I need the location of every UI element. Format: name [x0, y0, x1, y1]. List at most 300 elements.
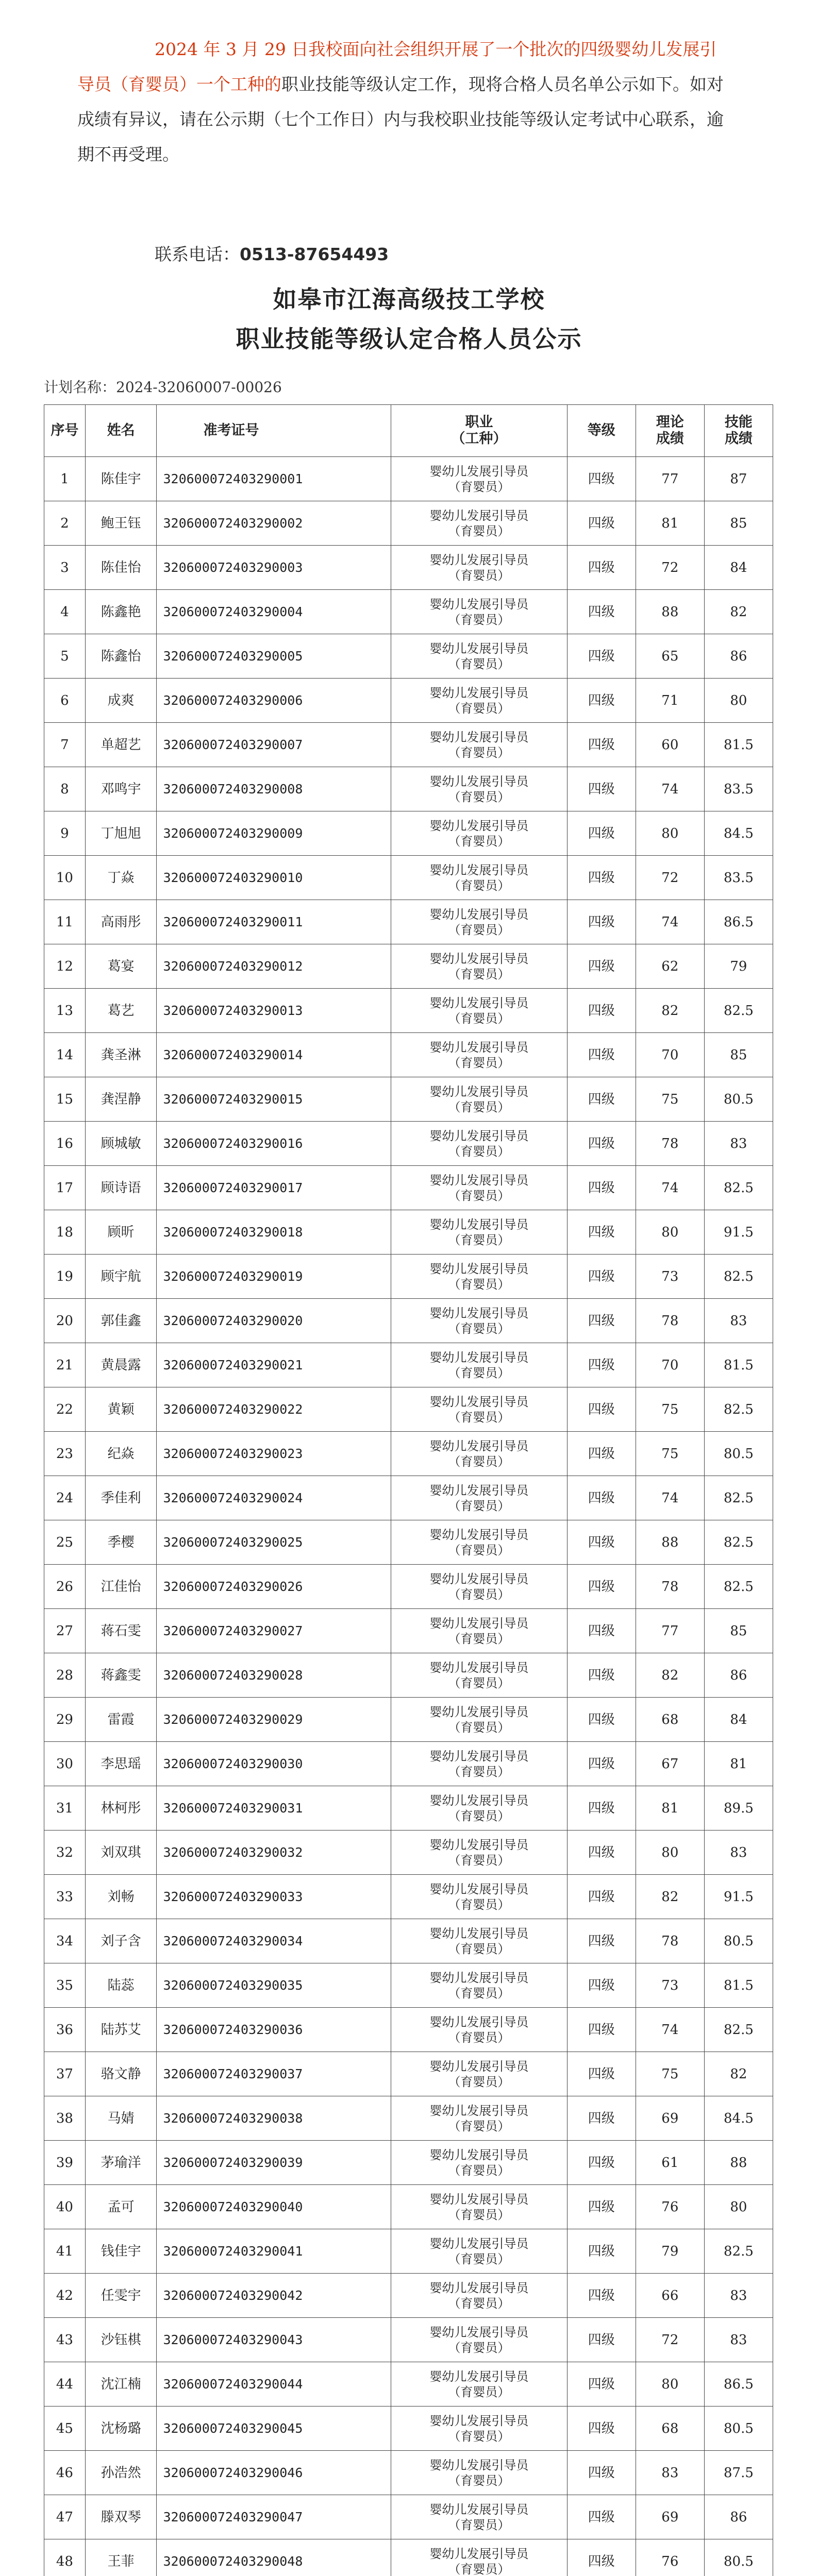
cell-level: 四级 [567, 2185, 636, 2229]
cell-level: 四级 [567, 546, 636, 590]
table-row [44, 2451, 773, 2495]
cell-name: 林柯彤 [85, 1786, 157, 1831]
table-row [44, 856, 773, 900]
cell-level: 四级 [567, 1210, 636, 1255]
cell-skill-score: 84.5 [704, 811, 773, 856]
cell-name: 刘双琪 [85, 1831, 157, 1875]
cell-name: 季佳利 [85, 1476, 157, 1520]
cell-exam-number: 320600072403290021 [157, 1343, 391, 1387]
cell-name: 陈佳宇 [85, 457, 157, 501]
cell-exam-number: 320600072403290019 [157, 1255, 391, 1299]
cell-exam-number: 320600072403290034 [157, 1919, 391, 1963]
cell-exam-number: 320600072403290001 [157, 457, 391, 501]
cell-skill-score: 85 [704, 501, 773, 546]
notice-body: 职业技能等级认定工作，现将合格人员名单公示如下。如对成绩有异议，请在公示期（七个工作日）内与我校职业技能等级认定考试中心联系，逾期不再受理。 [77, 74, 724, 164]
cell-no: 31 [44, 1786, 86, 1831]
table-row [44, 1432, 773, 1476]
cell-exam-number: 320600072403290028 [157, 1653, 391, 1698]
cell-job [391, 546, 567, 590]
cell-job-line2: （育婴员） [448, 1986, 510, 2001]
cell-job-line2: （育婴员） [448, 1454, 510, 1469]
cell-theory-score: 73 [636, 1963, 704, 2008]
cell-no: 32 [44, 1831, 86, 1875]
cell-job-line2: （育婴员） [448, 2074, 510, 2089]
cell-skill-score: 86 [704, 2495, 773, 2539]
cell-level: 四级 [567, 1831, 636, 1875]
cell-job-line1: 婴幼儿发展引导员 [429, 508, 529, 523]
cell-skill-score: 79 [704, 944, 773, 989]
table-row [44, 723, 773, 767]
cell-name: 季樱 [85, 1520, 157, 1565]
header-exam: 准考证号 [157, 405, 391, 457]
cell-level: 四级 [567, 1033, 636, 1077]
table-row [44, 1653, 773, 1698]
cell-theory-score: 80 [636, 1210, 704, 1255]
cell-no: 13 [44, 989, 86, 1033]
table-row [44, 2141, 773, 2185]
cell-job-line2: （育婴员） [448, 1897, 510, 1912]
cell-job [391, 1166, 567, 1210]
school-name: 如皋市江海高级技工学校 [273, 285, 545, 313]
cell-job-line2: （育婴员） [448, 922, 510, 937]
cell-job [391, 989, 567, 1033]
cell-job-line2: （育婴员） [448, 612, 510, 627]
cell-job-line2: （育婴员） [448, 2429, 510, 2444]
cell-no: 48 [44, 2539, 86, 2576]
cell-theory-score: 80 [636, 2362, 704, 2406]
table-row [44, 2318, 773, 2362]
cell-theory-score: 72 [636, 546, 704, 590]
cell-job-line2: （育婴员） [448, 2207, 510, 2222]
cell-exam-number: 320600072403290005 [157, 634, 391, 679]
table-row [44, 2406, 773, 2451]
cell-theory-score: 61 [636, 2141, 704, 2185]
header-no: 序号 [44, 405, 86, 457]
cell-theory-score: 76 [636, 2539, 704, 2576]
cell-no: 16 [44, 1122, 86, 1166]
cell-level: 四级 [567, 2318, 636, 2362]
cell-name: 刘畅 [85, 1875, 157, 1919]
cell-job [391, 501, 567, 546]
cell-skill-score: 84.5 [704, 2096, 773, 2141]
contact-label: 联系电话： [155, 244, 240, 264]
cell-level: 四级 [567, 1387, 636, 1432]
cell-level: 四级 [567, 1609, 636, 1653]
cell-job-line1: 婴幼儿发展引导员 [429, 1173, 529, 1188]
cell-job [391, 1387, 567, 1432]
cell-skill-score: 82 [704, 590, 773, 634]
cell-job-line2: （育婴员） [448, 2030, 510, 2045]
cell-job-line1: 婴幼儿发展引导员 [429, 2236, 529, 2251]
cell-name: 高雨彤 [85, 900, 157, 944]
cell-name: 纪焱 [85, 1432, 157, 1476]
cell-theory-score: 74 [636, 767, 704, 811]
cell-name: 孟可 [85, 2185, 157, 2229]
cell-level: 四级 [567, 2052, 636, 2096]
cell-exam-number: 320600072403290047 [157, 2495, 391, 2539]
cell-theory-score: 81 [636, 1786, 704, 1831]
table-row [44, 2052, 773, 2096]
cell-skill-score: 80 [704, 679, 773, 723]
cell-no: 20 [44, 1299, 86, 1343]
cell-level: 四级 [567, 1122, 636, 1166]
cell-job [391, 2229, 567, 2274]
cell-exam-number: 320600072403290042 [157, 2274, 391, 2318]
cell-job-line1: 婴幼儿发展引导员 [429, 2280, 529, 2295]
header-job-line1: 职业 [465, 414, 493, 430]
cell-no: 26 [44, 1565, 86, 1609]
cell-skill-score: 83 [704, 1831, 773, 1875]
cell-theory-score: 78 [636, 1299, 704, 1343]
cell-job-line1: 婴幼儿发展引导员 [429, 1882, 529, 1896]
table-row [44, 1520, 773, 1565]
cell-theory-score: 88 [636, 1520, 704, 1565]
cell-job-line2: （育婴员） [448, 1587, 510, 1602]
cell-name: 鲍王钰 [85, 501, 157, 546]
cell-skill-score: 88 [704, 2141, 773, 2185]
cell-theory-score: 68 [636, 2406, 704, 2451]
cell-job-line2: （育婴员） [448, 1011, 510, 1026]
table-header-row [44, 405, 773, 457]
cell-exam-number: 320600072403290027 [157, 1609, 391, 1653]
cell-job [391, 457, 567, 501]
cell-no: 17 [44, 1166, 86, 1210]
cell-no: 34 [44, 1919, 86, 1963]
table-row [44, 1963, 773, 2008]
cell-job-line1: 婴幼儿发展引导员 [429, 1660, 529, 1675]
cell-job-line2: （育婴员） [448, 1055, 510, 1070]
cell-name: 滕双琴 [85, 2495, 157, 2539]
cell-job [391, 2096, 567, 2141]
cell-job [391, 1786, 567, 1831]
cell-name: 沙钰棋 [85, 2318, 157, 2362]
table-row [44, 1875, 773, 1919]
cell-job-line2: （育婴员） [448, 1232, 510, 1247]
cell-level: 四级 [567, 2274, 636, 2318]
table-row [44, 2274, 773, 2318]
cell-job-line2: （育婴员） [448, 656, 510, 671]
cell-no: 37 [44, 2052, 86, 2096]
cell-job [391, 1077, 567, 1122]
cell-job-line2: （育婴员） [448, 1853, 510, 1868]
cell-exam-number: 320600072403290037 [157, 2052, 391, 2096]
cell-job-line1: 婴幼儿发展引导员 [429, 597, 529, 612]
cell-no: 25 [44, 1520, 86, 1565]
table-row [44, 457, 773, 501]
cell-job-line1: 婴幼儿发展引导员 [429, 1704, 529, 1719]
cell-skill-score: 81.5 [704, 723, 773, 767]
cell-job [391, 2318, 567, 2362]
cell-theory-score: 82 [636, 1653, 704, 1698]
cell-exam-number: 320600072403290041 [157, 2229, 391, 2274]
table-row [44, 900, 773, 944]
cell-job-line1: 婴幼儿发展引导员 [429, 1438, 529, 1453]
cell-theory-score: 68 [636, 1698, 704, 1742]
cell-skill-score: 82.5 [704, 1255, 773, 1299]
cell-no: 4 [44, 590, 86, 634]
cell-no: 8 [44, 767, 86, 811]
cell-job [391, 1653, 567, 1698]
cell-job-line2: （育婴员） [448, 789, 510, 804]
cell-name: 黄颖 [85, 1387, 157, 1432]
cell-job-line1: 婴幼儿发展引导员 [429, 1970, 529, 1985]
plan-name: 计划名称：2024-32060007-00026 [44, 379, 282, 396]
cell-skill-score: 81 [704, 1742, 773, 1786]
contact-line [155, 241, 389, 265]
cell-theory-score: 78 [636, 1919, 704, 1963]
cell-name: 王菲 [85, 2539, 157, 2576]
header-job-line2: （工种） [451, 431, 507, 447]
cell-level: 四级 [567, 679, 636, 723]
cell-theory-score: 83 [636, 2451, 704, 2495]
cell-no: 3 [44, 546, 86, 590]
cell-job-line1: 婴幼儿发展引导员 [429, 1793, 529, 1808]
notice-highlight: 2024 年 3 月 29 日我校面向社会组织开展了一个批次的四级婴幼儿发展引导员（育婴员）一个工种的 [77, 39, 717, 94]
cell-no: 29 [44, 1698, 86, 1742]
cell-job-line2: （育婴员） [448, 1720, 510, 1735]
cell-level: 四级 [567, 2362, 636, 2406]
cell-theory-score: 72 [636, 2318, 704, 2362]
table-row [44, 2185, 773, 2229]
cell-exam-number: 320600072403290029 [157, 1698, 391, 1742]
cell-no: 42 [44, 2274, 86, 2318]
cell-job-line1: 婴幼儿发展引导员 [429, 818, 529, 833]
table-row [44, 1033, 773, 1077]
cell-exam-number: 320600072403290046 [157, 2451, 391, 2495]
cell-job-line2: （育婴员） [448, 1543, 510, 1557]
cell-no: 14 [44, 1033, 86, 1077]
cell-job-line1: 婴幼儿发展引导员 [429, 1483, 529, 1498]
cell-theory-score: 74 [636, 1166, 704, 1210]
cell-name: 孙浩然 [85, 2451, 157, 2495]
cell-skill-score: 85 [704, 1033, 773, 1077]
cell-no: 12 [44, 944, 86, 989]
cell-job-line1: 婴幼儿发展引导员 [429, 1217, 529, 1232]
cell-job-line1: 婴幼儿发展引导员 [429, 1571, 529, 1586]
cell-no: 27 [44, 1609, 86, 1653]
cell-name: 茅瑜洋 [85, 2141, 157, 2185]
cell-job-line2: （育婴员） [448, 1498, 510, 1513]
cell-job [391, 2274, 567, 2318]
cell-name: 蒋石雯 [85, 1609, 157, 1653]
cell-job [391, 1875, 567, 1919]
table-row [44, 1786, 773, 1831]
cell-no: 43 [44, 2318, 86, 2362]
cell-job-line1: 婴幼儿发展引导员 [429, 2059, 529, 2074]
cell-job [391, 1698, 567, 1742]
cell-level: 四级 [567, 634, 636, 679]
cell-name: 顾城敏 [85, 1122, 157, 1166]
cell-level: 四级 [567, 457, 636, 501]
cell-exam-number: 320600072403290044 [157, 2362, 391, 2406]
cell-skill-score: 86.5 [704, 2362, 773, 2406]
table-row [44, 2495, 773, 2539]
cell-level: 四级 [567, 767, 636, 811]
cell-no: 46 [44, 2451, 86, 2495]
cell-no: 24 [44, 1476, 86, 1520]
cell-skill-score: 80.5 [704, 2539, 773, 2576]
cell-name: 钱佳宇 [85, 2229, 157, 2274]
cell-level: 四级 [567, 1698, 636, 1742]
cell-skill-score: 82.5 [704, 1166, 773, 1210]
notice-paragraph [77, 32, 732, 172]
cell-no: 18 [44, 1210, 86, 1255]
cell-job [391, 2052, 567, 2096]
cell-no: 21 [44, 1343, 86, 1387]
cell-skill-score: 82.5 [704, 1565, 773, 1609]
cell-exam-number: 320600072403290022 [157, 1387, 391, 1432]
cell-job-line2: （育婴员） [448, 568, 510, 583]
cell-exam-number: 320600072403290043 [157, 2318, 391, 2362]
cell-job [391, 1919, 567, 1963]
cell-job-line2: （育婴员） [448, 1675, 510, 1690]
cell-job [391, 811, 567, 856]
cell-level: 四级 [567, 1919, 636, 1963]
table-row [44, 1210, 773, 1255]
cell-job-line2: （育婴员） [448, 2251, 510, 2266]
table-row [44, 634, 773, 679]
table-row [44, 501, 773, 546]
table-row [44, 2539, 773, 2576]
cell-exam-number: 320600072403290024 [157, 1476, 391, 1520]
cell-exam-number: 320600072403290017 [157, 1166, 391, 1210]
cell-job-line1: 婴幼儿发展引导员 [429, 2103, 529, 2118]
cell-theory-score: 67 [636, 1742, 704, 1786]
cell-level: 四级 [567, 2008, 636, 2052]
cell-job [391, 1742, 567, 1786]
table-row [44, 1476, 773, 1520]
cell-exam-number: 320600072403290002 [157, 501, 391, 546]
cell-job [391, 590, 567, 634]
cell-level: 四级 [567, 1476, 636, 1520]
cell-no: 35 [44, 1963, 86, 2008]
cell-no: 44 [44, 2362, 86, 2406]
cell-level: 四级 [567, 1299, 636, 1343]
cell-no: 22 [44, 1387, 86, 1432]
cell-no: 1 [44, 457, 86, 501]
cell-no: 38 [44, 2096, 86, 2141]
cell-skill-score: 83.5 [704, 856, 773, 900]
cell-job-line2: （育婴员） [448, 701, 510, 716]
cell-level: 四级 [567, 900, 636, 944]
cell-skill-score: 87 [704, 457, 773, 501]
header-name: 姓名 [85, 405, 157, 457]
cell-level: 四级 [567, 1786, 636, 1831]
cell-level: 四级 [567, 1166, 636, 1210]
cell-skill-score: 86 [704, 634, 773, 679]
cell-theory-score: 69 [636, 2495, 704, 2539]
cell-exam-number: 320600072403290031 [157, 1786, 391, 1831]
cell-theory-score: 80 [636, 1831, 704, 1875]
cell-skill-score: 83 [704, 1122, 773, 1166]
cell-skill-score: 83 [704, 2274, 773, 2318]
cell-job [391, 856, 567, 900]
cell-no: 45 [44, 2406, 86, 2451]
cell-exam-number: 320600072403290010 [157, 856, 391, 900]
cell-job [391, 634, 567, 679]
cell-exam-number: 320600072403290015 [157, 1077, 391, 1122]
cell-level: 四级 [567, 723, 636, 767]
cell-job-line1: 婴幼儿发展引导员 [429, 1084, 529, 1099]
cell-job-line1: 婴幼儿发展引导员 [429, 2413, 529, 2428]
cell-no: 23 [44, 1432, 86, 1476]
cell-exam-number: 320600072403290045 [157, 2406, 391, 2451]
cell-job [391, 2185, 567, 2229]
cell-job-line2: （育婴员） [448, 2517, 510, 2532]
cell-level: 四级 [567, 1520, 636, 1565]
cell-exam-number: 320600072403290023 [157, 1432, 391, 1476]
cell-name: 郭佳鑫 [85, 1299, 157, 1343]
cell-job-line2: （育婴员） [448, 878, 510, 893]
page-title: 职业技能等级认定合格人员公示 [236, 325, 582, 353]
header-level: 等级 [567, 405, 636, 457]
cell-theory-score: 82 [636, 1875, 704, 1919]
cell-job [391, 1299, 567, 1343]
cell-level: 四级 [567, 2141, 636, 2185]
cell-skill-score: 91.5 [704, 1875, 773, 1919]
cell-no: 36 [44, 2008, 86, 2052]
cell-job [391, 1122, 567, 1166]
cell-job-line1: 婴幼儿发展引导员 [429, 1749, 529, 1764]
cell-job [391, 2362, 567, 2406]
cell-job-line1: 婴幼儿发展引导员 [429, 1837, 529, 1852]
cell-job-line2: （育婴员） [448, 2562, 510, 2576]
cell-name: 丁旭旭 [85, 811, 157, 856]
cell-no: 6 [44, 679, 86, 723]
cell-job [391, 2495, 567, 2539]
cell-job [391, 723, 567, 767]
table-row [44, 1387, 773, 1432]
cell-job-line1: 婴幼儿发展引导员 [429, 907, 529, 922]
cell-name: 任雯宇 [85, 2274, 157, 2318]
cell-exam-number: 320600072403290036 [157, 2008, 391, 2052]
cell-name: 陆苏艾 [85, 2008, 157, 2052]
cell-theory-score: 73 [636, 1255, 704, 1299]
cell-exam-number: 320600072403290033 [157, 1875, 391, 1919]
cell-job-line1: 婴幼儿发展引导员 [429, 2325, 529, 2340]
cell-job-line1: 婴幼儿发展引导员 [429, 2458, 529, 2472]
cell-name: 陈佳怡 [85, 546, 157, 590]
cell-exam-number: 320600072403290004 [157, 590, 391, 634]
cell-job-line2: （育婴员） [448, 834, 510, 849]
cell-job [391, 679, 567, 723]
cell-job-line1: 婴幼儿发展引导员 [429, 1306, 529, 1320]
cell-job-line1: 婴幼儿发展引导员 [429, 1040, 529, 1055]
header-theory-line1: 理论 [656, 414, 684, 430]
table-row [44, 546, 773, 590]
cell-name: 李思瑶 [85, 1742, 157, 1786]
header-job [391, 405, 567, 457]
cell-theory-score: 82 [636, 989, 704, 1033]
cell-job-line2: （育婴员） [448, 1188, 510, 1203]
cell-theory-score: 88 [636, 590, 704, 634]
table-row [44, 2362, 773, 2406]
cell-skill-score: 89.5 [704, 1786, 773, 1831]
cell-no: 7 [44, 723, 86, 767]
cell-exam-number: 320600072403290032 [157, 1831, 391, 1875]
cell-job-line1: 婴幼儿发展引导员 [429, 2147, 529, 2162]
cell-no: 39 [44, 2141, 86, 2185]
cell-exam-number: 320600072403290048 [157, 2539, 391, 2576]
cell-theory-score: 76 [636, 2185, 704, 2229]
cell-name: 龚圣淋 [85, 1033, 157, 1077]
cell-no: 33 [44, 1875, 86, 1919]
header-skill [704, 405, 773, 457]
cell-level: 四级 [567, 2539, 636, 2576]
cell-name: 成爽 [85, 679, 157, 723]
cell-theory-score: 70 [636, 1343, 704, 1387]
cell-theory-score: 66 [636, 2274, 704, 2318]
